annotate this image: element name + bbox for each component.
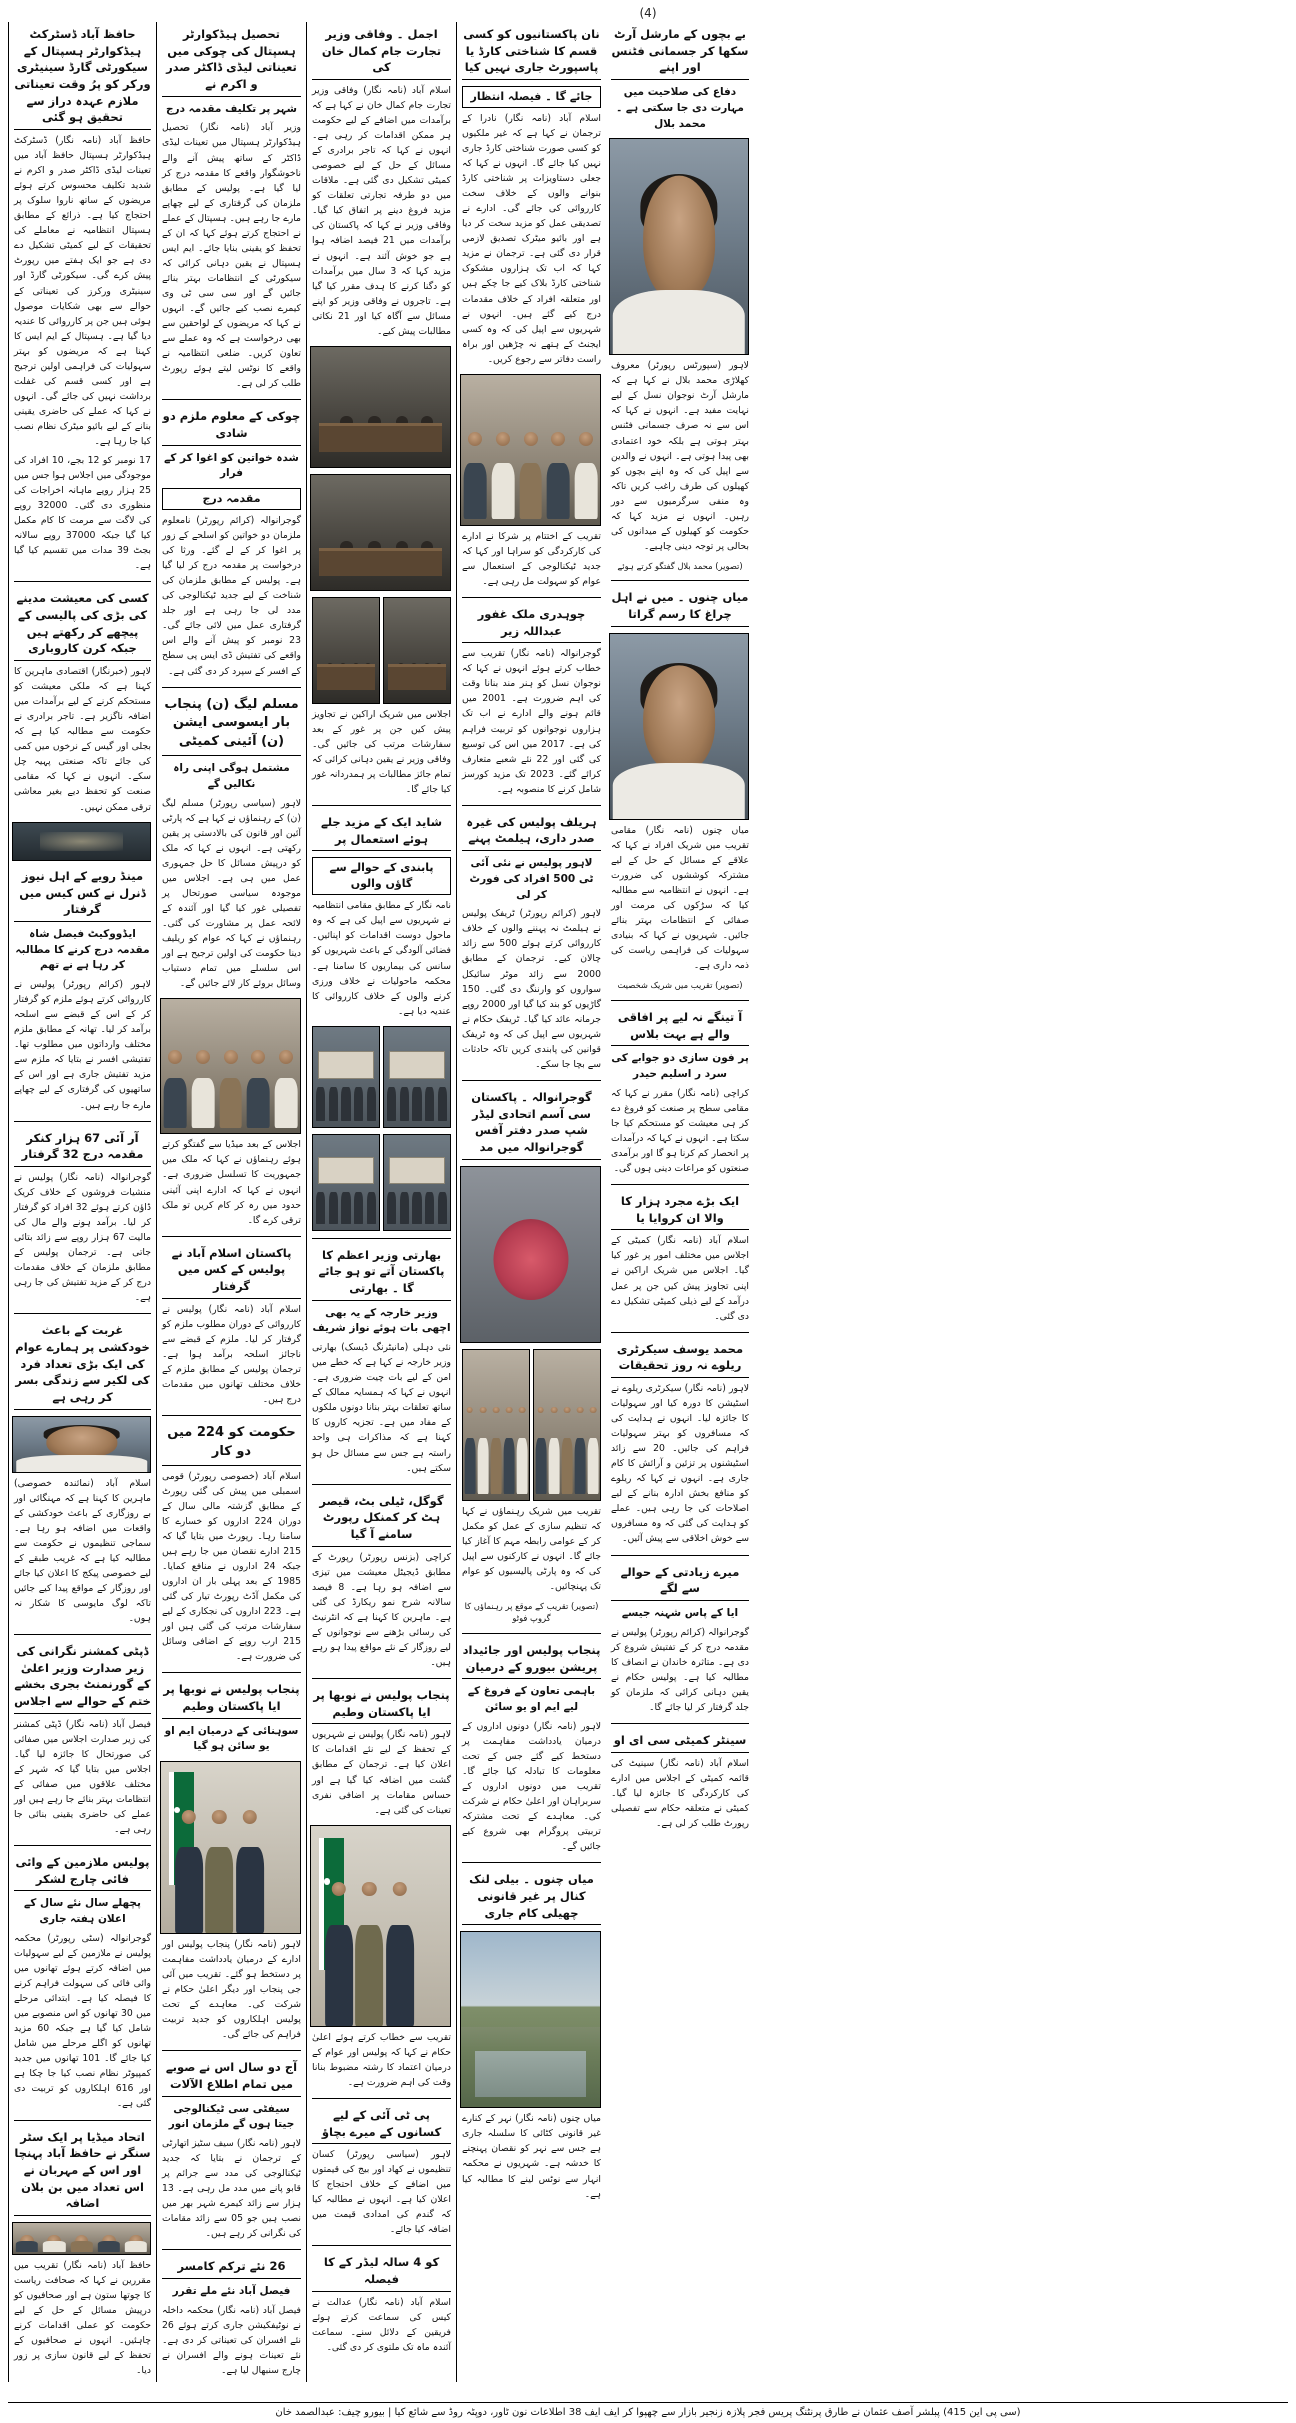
article-body: اسلام آباد (نمائندہ خصوصی) ماہرین کا کہنا ہے کہ مہنگائی اور بے روزگاری کے باعث خودکشی کے واقعات میں اضافہ ہو رہا ہے۔ سماجی تنظیموں نے حکومت سے مطالبہ کیا ہے کہ غریب طبقے کے لیے خصوصی پیکج کا اعلان کیا جائے اور روزگار کے مواقع پیدا کیے جائیں تاکہ لوگ مایوسی کا شکار نہ ہوں۔ (14, 1477, 151, 1624)
section-divider (162, 399, 301, 400)
column-5 (606, 22, 754, 2382)
article-photo (609, 633, 749, 820)
section-divider (312, 2098, 451, 2099)
section-divider (14, 1634, 151, 1635)
article-headline: آ تینگے نہ لیے پر افاقی والے ہے بہت بلاس (611, 1009, 749, 1046)
article-headline: غربت کے باعث خودکشی پر ہمارے عوام کی ایک بڑی تعداد فرد کی لکیر سے زندگی بسر کر رہی ہے (14, 1322, 151, 1409)
article-body: گوجرانوالہ (کرائم رپورٹر) نامعلوم ملزمان دو خواتین کو اسلحے کے زور پر اغوا کر کے لے گئے۔ ورثا کی درخواست پر مقدمہ درج کر لیا گیا ہے۔ پولیس کے مطابق ملزمان کی شناخت کے لیے جدید ٹیکنالوجی کی مدد لی جا رہی ہے اور جلد گرفتاری عمل میں لائی جائے گی۔ 23 نومبر کو پیش آنے والے اس واقعے کی تفتیش ڈی ایس پی سطح کے افسر کے سپرد کر دی گئی ہے۔ (162, 515, 301, 677)
article-headline: ایک بڑے مجرد ہزار کا والا ان کروایا یا (611, 1193, 749, 1230)
article-body: گوجرانوالہ (کرائم رپورٹر) پولیس نے مقدمہ درج کر کے تفتیش شروع کر دی ہے۔ متاثرہ خاندان نے انصاف کا مطالبہ کیا ہے۔ پولیس حکام نے یقین دہانی کرائی کہ ملزمان کو جلد گرفتار کر لیا جائے گا۔ (611, 1626, 749, 1713)
article-headline: حافظ آباد ڈسٹرکٹ ہیڈکوارٹر ہسپتال کے سیکورٹی گارڈ سینیٹری ورکر کو پرُ وقت تعیناتی ملازم عہدہ دراز سے تحقیق ہو گئی (14, 26, 151, 130)
article-body: تقریب سے خطاب کرتے ہوئے اعلیٰ حکام نے کہا کہ پولیس اور عوام کے درمیان اعتماد کا رشتہ مضبوط بنانا وقت کی اہم ضرورت ہے۔ (312, 2031, 451, 2088)
article-subheadline: پر فون سازی دو جوابے کی سرد ر اسلیم حیدر (611, 1052, 749, 1080)
article-body: لاہور (نامہ نگار) سیف سٹیز اتھارٹی کے ترجمان نے بتایا کہ جدید ٹیکنالوجی کی مدد سے جرائم پر قابو پانے میں مدد مل رہی ہے۔ 13 ہزار سے زائد کیمرے شہر بھر میں نصب ہیں جو 05 سے زائد مقامات کی نگرانی کر رہے ہیں۔ (162, 2138, 301, 2240)
section-divider (312, 1484, 451, 1485)
article-body: کراچی (نامہ نگار) مقرر نے کہا کہ مقامی سطح پر صنعت کو فروغ دے کر ہی معیشت کو مستحکم کیا جا سکتا ہے۔ انہوں نے کہا کہ درآمدات پر انحصار کم کرنا ہو گا اور برآمدی صنعتوں کو مراعات دینی ہوں گی۔ (611, 1087, 749, 1174)
section-divider (14, 1845, 151, 1846)
article-subheadline: دفاع کی صلاحیت میں مہارت دی جا سکتی ہے ۔ محمد بلال (616, 86, 744, 130)
section-divider (462, 1862, 601, 1863)
article-body: لاہور (کرائم رپورٹر) ٹریفک پولیس نے ہیلمٹ نہ پہننے والوں کے خلاف کارروائی کرتے ہوئے 500 سے زائد چالان کیے۔ ترجمان کے مطابق 2000 سے زائد موٹر سائیکل سواروں کو وارننگ دی گئی۔ 150 گاڑیوں کو بند کیا گیا اور 2000 روپے جرمانہ عائد کیا گیا۔ ٹریفک حکام نے شہریوں سے اپیل کی کہ وہ ٹریفک قوانین کی پابندی کریں تاکہ حادثات سے بچا جا سکے۔ (462, 908, 601, 1070)
article-body: لاہور (نامہ نگار) دونوں اداروں کے درمیان یادداشت مفاہمت پر دستخط کیے گئے جس کے تحت معلومات کا تبادلہ کیا جائے گا۔ تقریب میں دونوں اداروں کے سربراہان اور اعلیٰ حکام نے شرکت کی۔ معاہدے کے تحت مشترکہ تربیتی پروگرام بھی شروع کیے جائیں گے۔ (462, 1720, 601, 1853)
photo-row (312, 1134, 451, 1231)
article-headline: پی ٹی آئی کے لیے کسانوں کے میرے بچاؤ (312, 2107, 451, 2144)
article-body: اجلاس کے بعد میڈیا سے گفتگو کرتے ہوئے رہنماؤں نے کہا کہ ملک میں جمہوریت کا تسلسل ضروری ہے۔ انہوں نے کہا کہ ادارے اپنی آئینی حدود میں رہ کر کام کریں تو ملک ترقی کرے گا۔ (162, 1139, 301, 1226)
article-body: اسلام آباد (نامہ نگار) کمیٹی کے اجلاس میں مختلف امور پر غور کیا گیا۔ اجلاس میں شریک اراکین نے اپنی تجاویز پیش کیں جن پر عمل درآمد کے لیے ذیلی کمیٹی تشکیل دے دی گئی۔ (611, 1235, 749, 1322)
article-photo (383, 1026, 451, 1128)
article-subheadline: شہر پر تکلیف مقدمہ درج (165, 102, 297, 115)
section-divider (312, 1678, 451, 1679)
article-subheadline: سیفٹی سی ٹیکنالوجی جیتا ہوں گے ملزمان انور (168, 2102, 295, 2131)
photo-caption: (تصویر) تقریب میں شریک شخصیت (617, 980, 743, 991)
article-photo (12, 1416, 151, 1473)
article-subheadline: سوہنائی کے درمیان ایم او یو سائن ہو گیا (164, 1724, 299, 1753)
section-divider (14, 1313, 151, 1314)
article-body: فیصل آباد (نامہ نگار) محکمہ داخلہ نے نوٹیفکیشن جاری کرتے ہوئے 26 نئے افسران کی تعیناتی کر دی ہے۔ نئے تعینات ہونے والے افسران نے چارج سنبھال لیا ہے۔ (162, 2304, 301, 2376)
article-headline: نان پاکستانیوں کو کسی قسم کا شناختی کارڈ یا پاسپورٹ جاری نہیں کیا (462, 26, 601, 80)
article-photo (12, 822, 151, 861)
article-body: لاہور (کرائم رپورٹر) پولیس نے کارروائی کرتے ہوئے ملزم کو گرفتار کر کے اس کے قبضے سے اسلحہ برآمد کر لیا۔ تھانہ کے مطابق ملزم مختلف وارداتوں میں مطلوب تھا۔ تفتیشی افسر نے بتایا کہ ملزم سے مزید تفتیش جاری ہے اور اس کے ساتھیوں کی گرفتاری کے لیے چھاپے مارے جا رہے ہیں۔ (14, 979, 151, 1111)
article-subheadline: مشتمل ہوگی اپنی راہ نکالیں گے (173, 762, 290, 790)
section-divider (611, 580, 749, 581)
photo-caption: (تصویر) تقریب کے موقع پر رہنماؤں کا گروپ فوٹو (464, 1600, 599, 1624)
article-headline: مینڈ رویے کے اہل نیوز ڈنرل نے کس کیس میں گرفتار (14, 868, 151, 922)
section-divider (611, 1332, 749, 1333)
section-divider (462, 805, 601, 806)
section-divider (162, 2050, 301, 2051)
article-headline: آج دو سال اس نے صوبے میں تمام اطلاع الآلات (162, 2059, 301, 2096)
section-divider (611, 1000, 749, 1001)
article-photo (383, 1134, 451, 1231)
article-body: اسلام آباد (خصوصی رپورٹر) قومی اسمبلی میں پیش کی گئی رپورٹ کے مطابق گزشتہ مالی سال کے دوران 224 اداروں کو خسارے کا سامنا رہا۔ رپورٹ میں بتایا گیا کہ 215 ادارے نقصان میں جا رہے ہیں جبکہ 24 اداروں نے منافع کمایا۔ 1985 کے بعد پہلی بار ان اداروں کی مکمل آڈٹ رپورٹ تیار کی گئی ہے۔ 223 اداروں کی نجکاری کے لیے سفارشات مرتب کی گئی ہیں اور 215 ارب روپے کے اضافی وسائل کی ضرورت ہے۔ (162, 1470, 301, 1663)
section-divider (162, 1415, 301, 1416)
article-subheadline: وزیر خارجہ کے یہ بھی اچھی بات ہوئے نواز شریف (312, 1306, 451, 1335)
article-headline: ہریلف پولیس کی غیرہ صدر داری، ہیلمٹ پہنے (462, 814, 601, 851)
article-subheadline: لاہور پولیس نے نئی آئی ٹی 500 افراد کی فورٹ کر لی (469, 857, 594, 901)
article-photo (12, 2222, 151, 2255)
section-divider (462, 1633, 601, 1634)
section-divider (162, 1672, 301, 1673)
section-divider (611, 1184, 749, 1185)
article-photo (310, 1825, 451, 2027)
section-divider (14, 581, 151, 582)
article-body: اسلام آباد (نامہ نگار) پولیس نے کارروائی کے دوران مطلوب ملزم کو گرفتار کر لیا۔ ملزم کے قبضے سے ناجائز اسلحہ برآمد ہوا ہے۔ ترجمان پولیس کے مطابق ملزم کے خلاف مختلف تھانوں میں مقدمات درج ہیں۔ (162, 1303, 301, 1405)
section-divider (611, 1555, 749, 1556)
page-footer: (سی پی این 415) پبلشر آصف عثمان نے طارق پرنٹنگ پریس فجر پلازہ زنجیر بازار سے چھپوا کر ایف ایف 38 اطلاعات نون ٹاور، دوپٹہ روڈ سے شائع کیا | بیورو چیف: عبدالصمد خان (8, 2402, 1288, 2421)
article-photo (460, 374, 601, 526)
article-photo (160, 1761, 301, 1934)
article-body: تقریب میں شریک رہنماؤں نے کہا کہ تنظیم سازی کے عمل کو مکمل کر کے عوامی رابطہ مہم کا آغاز کیا جائے گا۔ انہوں نے کارکنوں سے اپیل کی کہ وہ پارٹی پالیسیوں کو عوام تک پہنچائیں۔ (462, 1505, 601, 1592)
article-headline: میرے زیادتی کے حوالے سے لگے (611, 1564, 749, 1601)
column-3 (306, 22, 456, 2382)
article-headline: چوکی کے معلوم ملزم دو شادی (162, 408, 301, 445)
article-headline: میاں چنوں ۔ میں نے اہل چراغ کا رسم گراتا (611, 589, 749, 626)
article-headline: بے بچوں کے مارشل آرٹ سکھا کر جسمانی فٹنس اور اپنے (611, 26, 749, 80)
article-headline: میاں چنوں ۔ بیلی لنک کنال پر غیر قانونی چھیلی کام جاری (462, 1871, 601, 1925)
section-divider (14, 1121, 151, 1122)
section-divider (312, 805, 451, 806)
article-body: تقریب کے اختتام پر شرکا نے ادارے کی کارکردگی کو سراہا اور کہا کہ جدید ٹیکنالوجی کے استعمال سے عوام کو سہولت مل رہی ہے۔ (462, 530, 601, 587)
section-divider (162, 2249, 301, 2250)
article-body: اسلام آباد (نامہ نگار) عدالت نے کیس کی سماعت کرتے ہوئے فریقین کے دلائل سنے۔ سماعت آئندہ ماہ تک ملتوی کر دی گئی۔ (312, 2296, 451, 2353)
article-photo (460, 1931, 601, 2108)
article-body: نامہ نگار کے مطابق مقامی انتظامیہ نے شہریوں سے اپیل کی ہے کہ وہ ماحول دوست اقدامات کو اپنائیں۔ فضائی آلودگی کے باعث شہریوں کو سانس کی بیماریوں کا سامنا ہے۔ محکمہ ماحولیات نے خلاف ورزی کرنے والوں کے خلاف کارروائی کا عندیہ دیا ہے۔ (312, 900, 451, 1017)
article-body: اسلام آباد (نامہ نگار) سینیٹ کی قائمہ کمیٹی کے اجلاس میں ادارے کی کارکردگی کا جائزہ لیا گیا۔ کمیٹی نے متعلقہ حکام سے تفصیلی رپورٹ طلب کر لی ہے۔ (611, 1757, 749, 1829)
article-headline: کو 4 سالہ لیڈر کے کا فیصلہ (312, 2254, 451, 2291)
section-divider (162, 1236, 301, 1237)
photo-row (312, 1026, 451, 1128)
article-headline: حکومت کو 224 میں دو کار (162, 1424, 301, 1466)
article-body: کراچی (بزنس رپورٹر) رپورٹ کے مطابق ڈیجیٹل معیشت میں تیزی سے اضافہ ہو رہا ہے۔ 8 فیصد سالانہ شرح نمو ریکارڈ کی گئی ہے۔ ماہرین کا کہنا ہے کہ انٹرنیٹ کی رسائی بڑھنے سے نوجوانوں کے لیے روزگار کے نئے مواقع پیدا ہو رہے ہیں۔ (312, 1551, 451, 1668)
article-headline: پاکستان اسلام آباد نے پولیس کے کس میں گرفتار (162, 1245, 301, 1299)
article-boxed-headline: پابندی کے حوالے سے گاؤں والوں (312, 857, 451, 895)
article-body: حافظ آباد (نامہ نگار) تقریب میں مقررین نے کہا کہ صحافت ریاست کا چوتھا ستون ہے اور صحافیوں کو درپیش مسائل کے حل کے لیے حکومت کو عملی اقدامات کرنے چاہئیں۔ انہوں نے صحافیوں کے تحفظ کے لیے قانون سازی پر زور دیا۔ (14, 2259, 151, 2376)
article-body: لاہور (خبرنگار) اقتصادی ماہرین کا کہنا ہے کہ ملکی معیشت کو مستحکم کرنے کے لیے برآمدات میں اضافہ ناگزیر ہے۔ تاجر برادری نے حکومت سے مطالبہ کیا ہے کہ بجلی اور گیس کے نرخوں میں کمی کی جائے تاکہ صنعتی پہیہ چل سکے۔ انہوں نے کہا کہ مقامی صنعت کو تحفظ دیے بغیر معاشی ترقی ممکن نہیں۔ (14, 666, 151, 813)
article-body: لاہور (سپورٹس رپورٹر) معروف کھلاڑی محمد بلال نے کہا ہے کہ مارشل آرٹ نوجوان نسل کے لیے نہایت مفید ہے۔ انہوں نے کہا کہ اس سے نہ صرف جسمانی فٹنس بہتر ہوتی ہے بلکہ خود اعتمادی بھی پیدا ہوتی ہے۔ انہوں نے والدین سے اپیل کی کہ وہ اپنے بچوں کو کھیلوں کی طرف راغب کریں تاکہ وہ منفی سرگرمیوں سے دور رہیں۔ انہوں نے مزید کہا کہ حکومت کو کھیلوں کے میدانوں کی بحالی پر توجہ دینی چاہیے۔ (611, 360, 749, 552)
article-headline: سینٹر کمیٹی سی ای او (611, 1732, 749, 1753)
column-4 (456, 22, 606, 2382)
article-body: لاہور (سیاسی رپورٹر) کسان تنظیموں نے کھاد اور بیج کی قیمتوں میں اضافے کے خلاف احتجاج کا اعلان کیا ہے۔ انہوں نے مطالبہ کیا کہ گندم کی امدادی قیمت میں اضافہ کیا جائے۔ (312, 2149, 451, 2236)
article-headline: کسی کی معیشت مدینے کی بڑی کی پالیسی کے پیچھے کر رکھتے ہیں جبکہ کرن کاروباری (14, 590, 151, 661)
article-headline: اجمل ۔ وفاقی وزیر تجارت جام کمال خان کی (312, 26, 451, 80)
column-2 (156, 22, 306, 2382)
section-divider (462, 597, 601, 598)
article-body: حافظ آباد (نامہ نگار) ڈسٹرکٹ ہیڈکوارٹر ہسپتال حافظ آباد میں تعینات لیڈی ڈاکٹر صدر و اکرم نے شدید تکلیف محسوس کرتے ہوئے مریضوں کے ساتھ ناروا سلوک پر احتجاج کیا ہے۔ ذرائع کے مطابق ہسپتال انتظامیہ نے معاملے کی تحقیقات کے لیے کمیٹی تشکیل دے دی ہے جو ایک ہفتے میں رپورٹ پیش کرے گی۔ سیکورٹی گارڈ اور سینیٹری ورکرز کی تعیناتی کے حوالے سے بھی شکایات موصول ہوئی ہیں جن پر کارروائی کا عندیہ دیا گیا ہے۔ ہسپتال کے ایم ایس کا کہنا ہے کہ مریضوں کو بہتر سہولیات کی فراہمی اولین ترجیح ہے اور کسی قسم کی غفلت برداشت نہیں کی جائے گی۔ انہوں نے کہا کہ عملے کی حاضری یقینی بنانے کے لیے بائیو میٹرک نظام نصب کیا جا رہا ہے۔ (14, 135, 151, 447)
article-headline: پنجاب پولیس نے نوبھا پر ایا پاکستان وطیم (162, 1681, 301, 1718)
article-photo (460, 1166, 601, 1343)
article-boxed-headline: جائے گا ۔ فیصلہ انتظار (462, 86, 601, 108)
article-photo (312, 1134, 380, 1231)
article-body: میاں چنوں (نامہ نگار) نہر کے کنارے غیر قانونی کٹائی کا سلسلہ جاری ہے جس سے نہر کو نقصان پہنچنے کا خدشہ ہے۔ شہریوں نے محکمہ انہار سے نوٹس لینے کا مطالبہ کیا ہے۔ (462, 2113, 601, 2200)
article-photo (312, 1026, 380, 1128)
section-divider (14, 2120, 151, 2121)
photo-caption: (تصویر) محمد بلال گفتگو کرتے ہوئے (617, 560, 743, 571)
section-divider (462, 1080, 601, 1081)
article-body: فیصل آباد (نامہ نگار) ڈپٹی کمشنر کی زیر صدارت اجلاس میں صفائی کی صورتحال کا جائزہ لیا گیا۔ اجلاس میں بتایا گیا کہ شہر کے مختلف علاقوں میں صفائی کے انتظامات بہتر بنائے جا رہے ہیں اور عملے کی حاضری یقینی بنائی جا رہی ہے۔ (14, 1718, 151, 1836)
article-headline: اتحاد میڈیا پر ایک سٹر سنگر نے حافظ آباد پہنچا اور اس کے مہربان نے اس تعداد میں بن بلان اضافہ (14, 2129, 151, 2216)
article-photo (312, 597, 380, 704)
article-photo (462, 1349, 530, 1501)
article-body: لاہور (نامہ نگار) پولیس نے شہریوں کے تحفظ کے لیے نئے اقدامات کا اعلان کیا ہے۔ ترجمان کے مطابق گشت میں اضافہ کیا گیا ہے اور حساس مقامات پر اضافی نفری تعینات کی گئی ہے۔ (312, 1729, 451, 1816)
article-boxed-headline: مقدمہ درج (162, 488, 301, 510)
article-headline: پنجاب پولیس نے نوبھا پر ایا پاکستان وطیم (312, 1687, 451, 1724)
article-photo (310, 474, 451, 591)
article-body: میاں چنوں (نامہ نگار) مقامی تقریب میں شریک افراد نے کہا کہ علاقے کے مسائل کے حل کے لیے مشترکہ کوششوں کی ضرورت ہے۔ انہوں نے انتظامیہ سے مطالبہ کیا کہ سڑکوں کی مرمت اور صفائی کے انتظامات بہتر بنائے جائیں۔ شہریوں نے کہا کہ بنیادی سہولیات کی فراہمی ریاست کی ذمہ داری ہے۔ (611, 824, 749, 972)
article-body: لاہور (نامہ نگار) پنجاب پولیس اور ادارے کے درمیان یادداشت مفاہمت پر دستخط ہو گئے۔ تقریب میں آئی جی پنجاب اور دیگر اعلیٰ حکام نے شرکت کی۔ معاہدے کے تحت پولیس اہلکاروں کو جدید تربیت فراہم کی جائے گی۔ (162, 1938, 301, 2041)
article-photo (609, 138, 749, 355)
article-body: نئی دہلی (مانیٹرنگ ڈیسک) بھارتی وزیر خارجہ نے کہا ہے کہ خطے میں امن کے لیے بات چیت ضروری ہے۔ انہوں نے کہا کہ ہمسایہ ممالک کے ساتھ تعلقات بہتر بنانا دونوں ملکوں کے مفاد میں ہے۔ تجزیہ کاروں کا کہنا ہے کہ مذاکرات ہی واحد راستہ ہے جس سے مسائل حل ہو سکتے ہیں۔ (312, 1342, 451, 1474)
article-subheadline: ایا کے پاس شہنہ جیسے (621, 1606, 739, 1619)
article-subheadline: پچھلے سال نئے سال کے اعلان ہفتہ جاری (24, 1897, 141, 1926)
section-divider (611, 1723, 749, 1724)
article-body: وزیر آباد (نامہ نگار) تحصیل ہیڈکوارٹر ہسپتال میں تعینات لیڈی ڈاکٹر کے ساتھ پیش آنے والے ناخوشگوار واقعے کا مقدمہ درج کر لیا گیا ہے۔ پولیس کے مطابق ملزمان کی گرفتاری کے لیے چھاپے مارے جا رہے ہیں۔ ہسپتال کے عملے نے احتجاج کرتے ہوئے کہا کہ ان کے تحفظ کو یقینی بنایا جائے۔ ایم ایس ہسپتال نے یقین دہانی کرائی کہ سیکورٹی کے انتظامات بہتر بنائے جائیں گے اور سی سی ٹی وی کیمرے نصب کیے جائیں گے۔ انہوں نے کہا کہ مریضوں کے لواحقین سے بھی درخواست ہے کہ وہ عملے سے تعاون کریں۔ ضلعی انتظامیہ نے واقعے کا نوٹس لیتے ہوئے رپورٹ طلب کر لی ہے۔ (162, 122, 301, 390)
article-headline: تحصیل ہیڈکوارٹر ہسپتال کی چوکی میں تعیناتی لیڈی ڈاکٹر صدر و اکرم نے (162, 26, 301, 97)
article-body: گوجرانوالہ (نامہ نگار) پولیس نے منشیات فروشوں کے خلاف کریک ڈاؤن کرتے ہوئے 32 افراد کو گرفتار کر لیا۔ برآمد ہونے والے مال کی مالیت 67 ہزار روپے سے زائد بتائی جاتی ہے۔ ترجمان پولیس کے مطابق ملزمان کے خلاف مقدمات درج کر کے مزید تفتیش کی جا رہی ہے۔ (14, 1171, 152, 1304)
article-body: 17 نومبر کو 12 بجے، 10 افراد کی موجودگی میں اجلاس ہوا جس میں 25 ہزار روپے ماہانہ اخراجات کی منظوری دی گئی۔ 32000 روپے کی لاگت سے مرمت کا کام مکمل کیا گیا جبکہ 37000 روپے سالانہ بجٹ 39 مدات میں تقسیم کیا گیا ہے۔ (14, 455, 152, 572)
article-subheadline: فیصل آباد نئے ملے تقرر (172, 2285, 291, 2298)
article-photo (383, 597, 451, 704)
article-subheadline: ایڈووکیٹ فیصل شاہ مقدمہ درج کرنے کا مطالبہ کر رہا ہے نے تھم (15, 927, 150, 972)
article-headline: آر آئی 67 ہزار کنکر مقدمہ درج 32 گرفتار (14, 1130, 151, 1167)
article-headline: پولیس ملازمین کے وائی فائی چارج لشکر (14, 1854, 151, 1891)
section-divider (312, 2245, 451, 2246)
column-grid (8, 22, 1288, 2382)
article-body: لاہور (نامہ نگار) سیکرٹری ریلوے نے اسٹیشن کا دورہ کیا اور سہولیات کا جائزہ لیا۔ انہوں نے ہدایت کی کہ مسافروں کو بہتر سہولیات فراہم کی جائیں۔ 20 سے زائد اسٹیشنوں پر تزئین و آرائش کا کام جاری ہے۔ انہوں نے کہا کہ ریلوے کو منافع بخش ادارہ بنانے کے لیے اصلاحات کی جا رہی ہیں۔ عملے کو ہدایت کی گئی کہ وہ مسافروں سے خوش اخلاقی سے پیش آئیں۔ (611, 1383, 749, 1545)
article-headline: گوجرانوالہ ۔ پاکستان سی آسم اتحادی لیڈر شپ صدر دفتر آفس گوجرانوالہ میں مد (462, 1089, 601, 1160)
article-headline: گوگل، ٹیلی بٹ، قیصر ہٹ کر کمنکل رپورٹ سامنے آ گیا (312, 1493, 451, 1547)
article-headline: شاید ایک کے مزید جلے ہوئے استعمال پر (312, 814, 451, 851)
article-headline: محمد یوسف سیکرٹری ریلوے نہ روز تحقیقات (611, 1341, 749, 1378)
page-number: (4) (639, 6, 657, 20)
article-body: لاہور (سیاسی رپورٹر) مسلم لیگ (ن) کے رہنماؤں نے کہا ہے کہ پارٹی آئین اور قانون کی بالادستی پر یقین رکھتی ہے۔ انہوں نے کہا کہ ملک کو درپیش مسائل کا حل جمہوری عمل میں ہی ہے۔ اجلاس میں موجودہ سیاسی صورتحال پر تفصیلی غور کیا گیا اور آئندہ کے لائحہ عمل پر مشاورت کی گئی۔ رہنماؤں نے کہا کہ عوام کو ریلیف دینا حکومت کی اولین ترجیح ہے اور اس سلسلے میں تمام دستیاب وسائل بروئے کار لائے جائیں گے۔ (162, 797, 301, 990)
article-body: گوجرانوالہ (سٹی رپورٹر) محکمہ پولیس نے ملازمین کے لیے سہولیات میں اضافہ کرتے ہوئے تھانوں میں وائی فائی کی سہولت فراہم کرنے کا فیصلہ کیا ہے۔ ابتدائی مرحلے میں 30 تھانوں کو اس منصوبے میں شامل کیا گیا ہے جبکہ 60 مزید تھانوں کو اگلے مرحلے میں شامل کیا جائے گا۔ 101 تھانوں میں جدید کمپیوٹر نظام نصب کیا جا چکا ہے اور 616 اہلکاروں کو تربیت دی گئی ہے۔ (14, 1932, 151, 2110)
article-photo (310, 346, 451, 468)
photo-row (312, 597, 451, 704)
article-headline: ڈپٹی کمشنر نگرانی کی زیر صدارت وزیر اعلیٰ کے گورنمنٹ بجری بخشے ختم کے حوالے سے اجلاس (14, 1643, 151, 1714)
article-body: اسلام آباد (نامہ نگار) نادرا کے ترجمان نے کہا ہے کہ غیر ملکیوں کو کسی صورت شناختی کارڈ جاری نہیں کیا جائے گا۔ انہوں نے کہا کہ جعلی دستاویزات پر شناختی کارڈ بنوانے والوں کے خلاف سخت کارروائی کی جائے گی۔ ادارے نے تصدیقی عمل کو مزید سخت کر دیا ہے اور بائیو میٹرک تصدیق لازمی قرار دی گئی ہے۔ ترجمان نے مزید کہا کہ اب تک ہزاروں مشکوک شناختی کارڈ بلاک کیے جا چکے ہیں اور متعلقہ افراد کے خلاف مقدمات درج کیے گئے ہیں۔ انہوں نے شہریوں سے اپیل کی کہ وہ کسی ایجنٹ کے ہتھے نہ چڑھیں اور براہ راست دفاتر سے رجوع کریں۔ (462, 112, 601, 365)
photo-row (462, 1349, 601, 1501)
article-headline: 26 نئے ترکم کامسر (162, 2258, 301, 2279)
article-body: اسلام آباد (نامہ نگار) وفاقی وزیر تجارت جام کمال خان نے کہا ہے کہ برآمدات میں اضافے کے لیے حکومت ہر ممکن اقدامات کر رہی ہے۔ انہوں نے کہا کہ تاجر برادری کے مسائل کے حل کے لیے خصوصی کمیٹی تشکیل دی گئی ہے۔ ملاقات میں دو طرفہ تجارتی تعلقات کو مزید فروغ دینے پر اتفاق کیا گیا۔ وفاقی وزیر نے کہا کہ پاکستان کی برآمدات میں 21 فیصد اضافہ ہوا ہے جو خوش آئند ہے۔ انہوں نے مزید کہا کہ 3 سال میں برآمدات کو دگنا کرنے کا ہدف مقرر کیا گیا ہے۔ تاجروں نے وفاقی وزیر کو اپنے مسائل سے آگاہ کیا اور 21 نکاتی مطالبات پیش کیے۔ (312, 85, 451, 337)
article-headline: پنجاب پولیس اور جائیداد پریشن بیورو کے درمیان (462, 1642, 601, 1679)
section-divider (312, 1238, 451, 1239)
section-divider (162, 687, 301, 688)
article-headline: چوہدری ملک غفور عبداللہ زیر (462, 606, 601, 643)
article-photo (533, 1349, 601, 1501)
article-photo (160, 998, 301, 1134)
article-body: اجلاس میں شریک اراکین نے تجاویز پیش کیں جن پر غور کے بعد سفارشات مرتب کی جائیں گی۔ وفاقی وزیر نے یقین دہانی کرائی کہ تمام جائز مطالبات پر ہمدردانہ غور کیا جائے گا۔ (312, 708, 451, 796)
article-subheadline: شدہ خواتین کو اغوا کر کے فرار (164, 451, 299, 480)
article-headline: بھارتی وزیر اعظم کا پاکستان آتے تو ہو جائے گا ۔ بھارتی (312, 1247, 451, 1301)
article-subheadline: باہمی تعاون کے فروغ کے لیے ایم او یو سائن (467, 1685, 596, 1714)
article-body: گوجرانوالہ (نامہ نگار) تقریب سے خطاب کرتے ہوئے انہوں نے کہا کہ نوجوان نسل کو ہنر مند بنانا وقت کی اہم ضرورت ہے۔ 2001 میں قائم ہونے والے ادارے نے اب تک ہزاروں نوجوانوں کو تربیت فراہم کی ہے۔ 2017 میں اس کی توسیع کی گئی اور 22 نئے شعبے متعارف کرائے گئے۔ 2023 تک مزید کورسز شامل کرنے کا منصوبہ ہے۔ (462, 648, 601, 795)
column-1 (8, 22, 156, 2382)
article-headline: مسلم لیگ (ن) پنجاب بار ایسوسی ایشن (ن) آئینی کمیٹی (162, 696, 301, 757)
